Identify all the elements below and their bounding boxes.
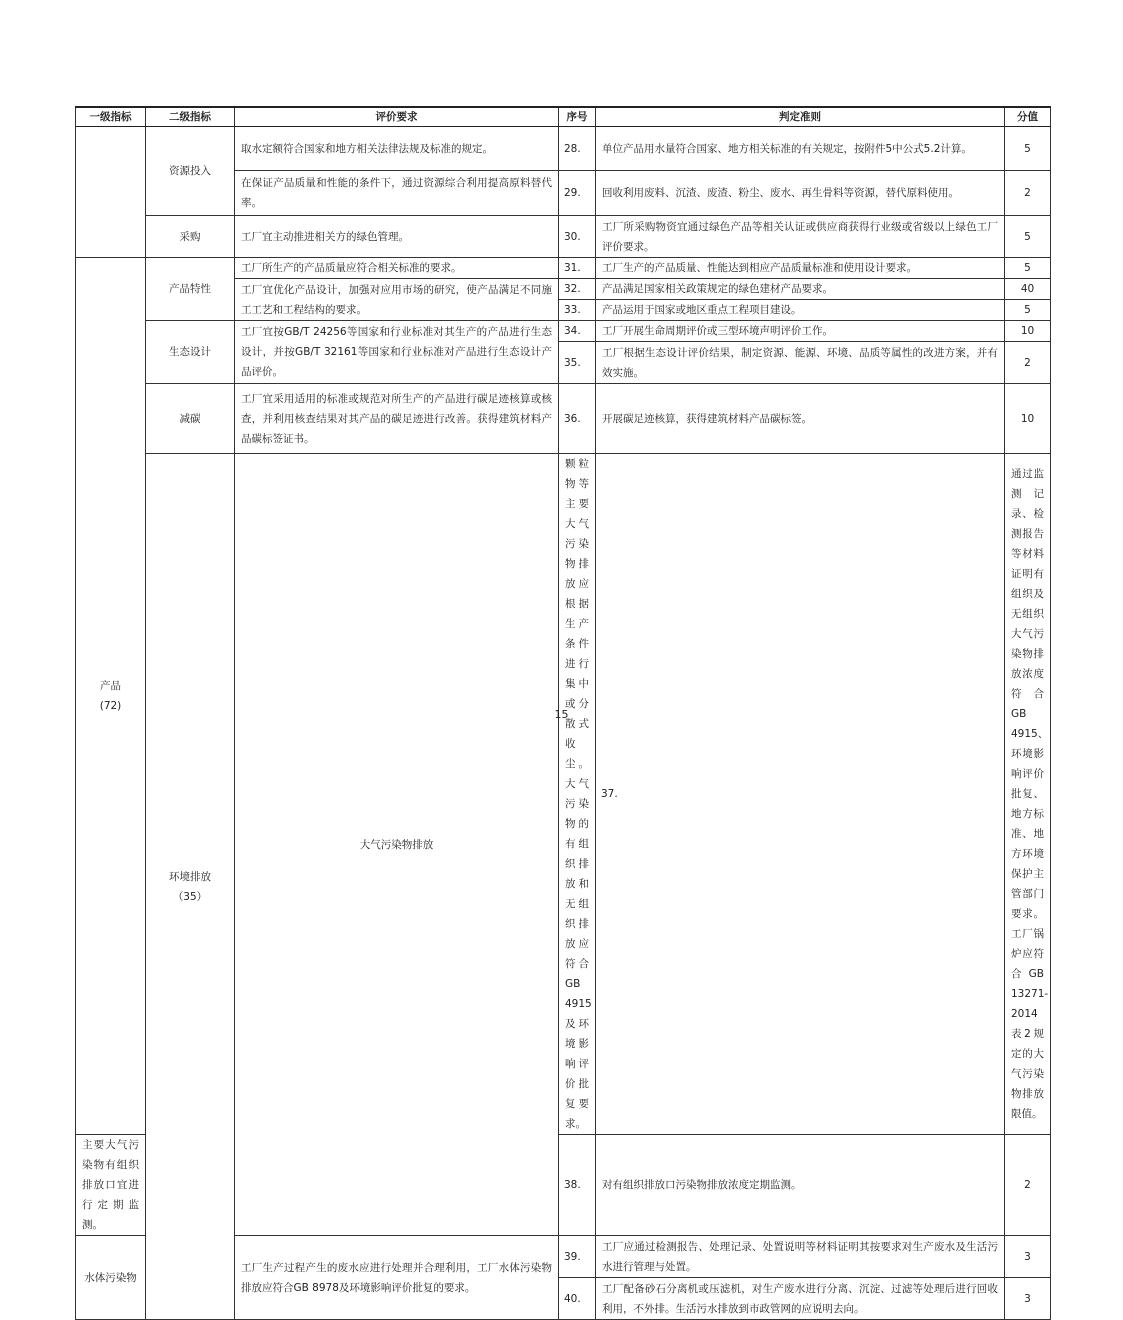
seq-cell: 39. — [559, 1236, 596, 1278]
header-criteria: 判定准则 — [596, 107, 1005, 127]
criteria-cell: 对有组织排放口污染物排放浓度定期监测。 — [596, 1135, 1005, 1236]
table-row — [76, 127, 1051, 171]
requirement-cell: 工厂宜按GB/T 24256等国家和行业标准对其生产的产品进行生态设计，并按GB/T 32161等国家和行业标准对产品进行生态设计产品评价。 — [235, 321, 559, 384]
criteria-cell: 工厂开展生命周期评价或三型环境声明评价工作。 — [596, 321, 1005, 342]
requirement-cell: 工厂宜主动推进相关方的绿色管理。 — [235, 216, 559, 258]
requirement-cell: 取水定额符合国家和地方相关法律法规及标准的规定。 — [235, 127, 559, 171]
level2-cell: 资源投入 — [146, 127, 235, 216]
score-cell: 5 — [1005, 127, 1051, 171]
seq-cell: 37. — [596, 454, 1005, 1135]
level2-cell: 减碳 — [146, 384, 235, 454]
table-row — [76, 321, 1051, 342]
requirement-cell: 工厂宜优化产品设计，加强对应用市场的研究，使产品满足不同施工工艺和工程结构的要求。 — [235, 279, 559, 321]
level2-cell: 产品特性 — [146, 258, 235, 321]
level1-cell-product — [76, 258, 146, 1135]
level1-cell-emission — [146, 454, 235, 1320]
header-level2: 二级指标 — [146, 107, 235, 127]
score-cell: 5 — [1005, 258, 1051, 279]
score-cell: 10 — [1005, 321, 1051, 342]
seq-cell: 40. — [559, 1278, 596, 1320]
criteria-cell: 工厂生产的产品质量、性能达到相应产品质量标准和使用设计要求。 — [596, 258, 1005, 279]
seq-cell: 34. — [559, 321, 596, 342]
header-seq: 序号 — [559, 107, 596, 127]
requirement-cell: 主要大气污染物有组织排放口宜进行定期监测。 — [76, 1135, 146, 1236]
seq-cell: 29. — [559, 171, 596, 216]
seq-cell: 33. — [559, 300, 596, 321]
seq-cell: 31. — [559, 258, 596, 279]
criteria-cell: 工厂应通过检测报告、处理记录、处置说明等材料证明其按要求对生产废水及生活污水进行管理与处置。 — [596, 1236, 1005, 1278]
level1-cell-empty — [76, 127, 146, 258]
requirement-cell: 颗粒物等主要大气污染物排放应根据生产条件进行集中或分散式收尘。大气污染物的有组织排放和无组织排放应符合GB 4915及环境影响评价批复要求。 — [559, 454, 596, 1135]
seq-cell: 36. — [559, 384, 596, 454]
score-cell: 3 — [1005, 1236, 1051, 1278]
score-cell: 10 — [1005, 384, 1051, 454]
level2-cell: 大气污染物排放 — [235, 454, 559, 1236]
criteria-cell: 通过监测记录、检测报告等材料证明有组织及无组织大气污染物排放浓度符合GB 4915、环境影响评价批复、地方标准、地方环境保护主管部门要求。工厂锅炉应符合GB 13271-2014表2规定的大气污染物排放限值。 — [1005, 454, 1051, 1135]
level2-cell: 生态设计 — [146, 321, 235, 384]
header-requirement: 评价要求 — [235, 107, 559, 127]
criteria-cell: 工厂配备砂石分离机或压滤机，对生产废水进行分离、沉淀、过滤等处理后进行回收利用，不外排。生活污水排放到市政管网的应说明去向。 — [596, 1278, 1005, 1320]
criteria-cell: 回收利用废料、沉渣、废渣、粉尘、废水、再生骨料等资源，替代原料使用。 — [596, 171, 1005, 216]
seq-cell: 38. — [559, 1135, 596, 1236]
table-row — [76, 384, 1051, 454]
seq-cell: 28. — [559, 127, 596, 171]
table-header-row — [76, 107, 1051, 127]
criteria-cell: 单位产品用水量符合国家、地方相关标准的有关规定，按附件5中公式5.2计算。 — [596, 127, 1005, 171]
level1-label: 环境排放 — [169, 870, 211, 883]
table-row — [76, 454, 1051, 1135]
requirement-cell: 工厂所生产的产品质量应符合相关标准的要求。 — [235, 258, 559, 279]
criteria-cell: 产品运用于国家或地区重点工程项目建设。 — [596, 300, 1005, 321]
requirement-cell: 在保证产品质量和性能的条件下，通过资源综合利用提高原料替代率。 — [235, 171, 559, 216]
level1-score: (72) — [99, 700, 122, 712]
requirement-cell: 工厂宜采用适用的标准或规范对所生产的产品进行碳足迹核算或核查，并利用核查结果对其产品的碳足迹进行改善。获得建筑材料产品碳标签证书。 — [235, 384, 559, 454]
score-cell: 2 — [1005, 171, 1051, 216]
level1-label: 产品 — [100, 680, 121, 692]
level2-cell: 采购 — [146, 216, 235, 258]
requirement-cell: 工厂生产过程产生的废水应进行处理并合理利用，工厂水体污染物排放应符合GB 8978及环境影响评价批复的要求。 — [235, 1236, 559, 1320]
level2-cell: 水体污染物 — [76, 1236, 146, 1320]
table-row — [76, 258, 1051, 279]
criteria-cell: 工厂根据生态设计评价结果，制定资源、能源、环境、品质等属性的改进方案，并有效实施。 — [596, 342, 1005, 384]
criteria-cell: 开展碳足迹核算，获得建筑材料产品碳标签。 — [596, 384, 1005, 454]
seq-cell: 30. — [559, 216, 596, 258]
header-score: 分值 — [1005, 107, 1051, 127]
score-cell: 3 — [1005, 1278, 1051, 1320]
header-level1: 一级指标 — [76, 107, 146, 127]
level1-score: （35） — [172, 890, 208, 903]
criteria-cell: 工厂所采购物资宜通过绿色产品等相关认证或供应商获得行业级或省级以上绿色工厂评价要求。 — [596, 216, 1005, 258]
seq-cell: 32. — [559, 279, 596, 300]
criteria-cell: 产品满足国家相关政策规定的绿色建材产品要求。 — [596, 279, 1005, 300]
score-cell: 5 — [1005, 300, 1051, 321]
score-cell: 40 — [1005, 279, 1051, 300]
score-cell: 2 — [1005, 1135, 1051, 1236]
score-cell: 2 — [1005, 342, 1051, 384]
table-row — [76, 216, 1051, 258]
page-number: 15 — [554, 708, 569, 721]
seq-cell: 35. — [559, 342, 596, 384]
score-cell: 5 — [1005, 216, 1051, 258]
